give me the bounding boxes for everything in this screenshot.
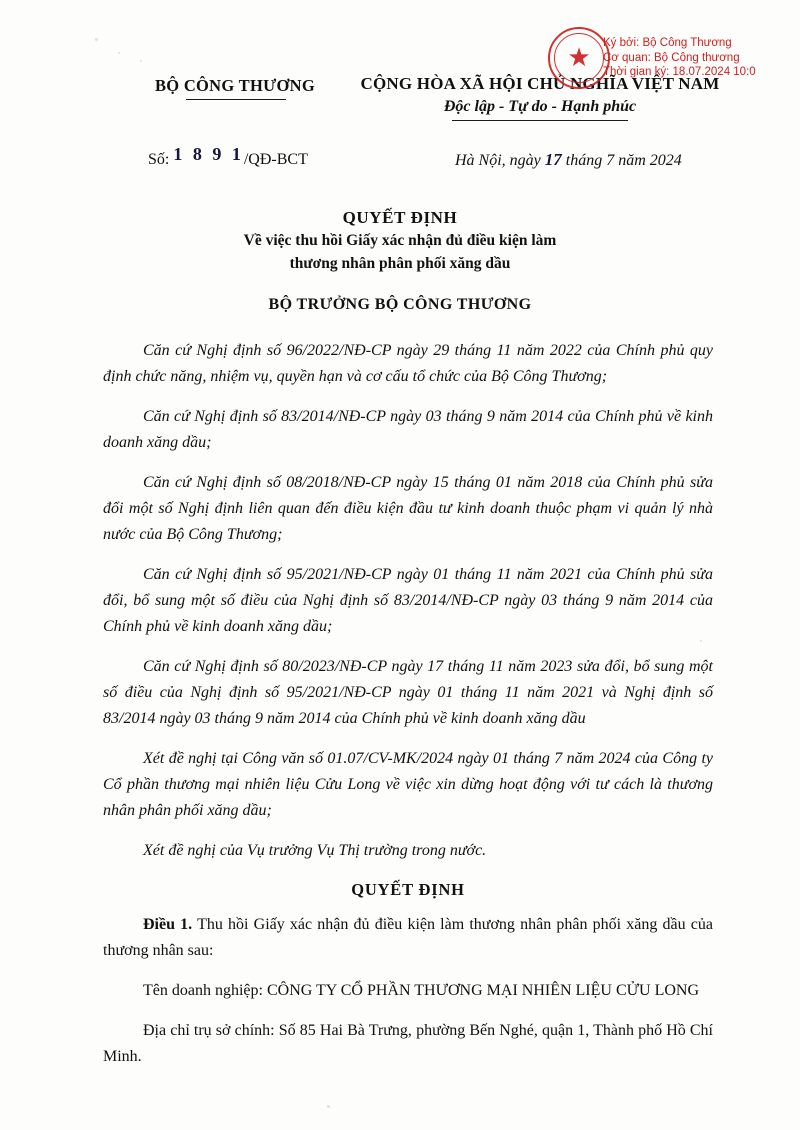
document-number-handwritten: 1 8 9 1 <box>173 144 244 164</box>
preamble-paragraph: Căn cứ Nghị định số 95/2021/NĐ-CP ngày 01 tháng 11 năm 2021 của Chính phủ sửa đổi, bổ sung một số điều của Nghị định số 83/2014/NĐ-CP ngày 03 tháng 9 năm 2014 của Chính phủ về kinh doanh xăng dầu; <box>103 566 713 635</box>
article-1 <box>103 912 713 964</box>
digital-signature-block <box>603 36 756 80</box>
enterprise-name: Tên doanh nghiệp: CÔNG TY CỔ PHẦN THƯƠNG MẠI NHIÊN LIỆU CỬU LONG <box>143 982 700 999</box>
document-title: QUYẾT ĐỊNH <box>342 208 458 227</box>
document-date-line <box>455 150 682 170</box>
decide-heading: QUYẾT ĐỊNH <box>351 880 465 899</box>
signature-agency: Cơ quan: Bộ Công thương <box>603 51 740 64</box>
document-subtitle-line-1: Về việc thu hồi Giấy xác nhận đủ điều kiện làm <box>243 232 557 249</box>
preamble-paragraph: Xét đề nghị của Vụ trưởng Vụ Thị trường trong nước. <box>143 842 487 859</box>
article-1-text: Thu hồi Giấy xác nhận đủ điều kiện làm thương nhân phân phối xăng dầu của thương nhân sau: <box>103 916 714 959</box>
preamble-paragraph: Xét đề nghị tại Công văn số 01.07/CV-MK/2024 ngày 01 tháng 7 năm 2024 của Công ty Cổ phần thương mại nhiên liệu Cửu Long về việc xin dừng hoạt động với tư cách là thương nhân phân phối xăng dầu; <box>103 750 713 819</box>
date-prefix: Hà Nội, ngày <box>455 152 541 169</box>
document-number-line <box>148 144 308 169</box>
document-number-suffix: /QĐ-BCT <box>243 151 308 168</box>
preamble-paragraph: Căn cứ Nghị định số 80/2023/NĐ-CP ngày 17 tháng 11 năm 2023 sửa đổi, bổ sung một số điều của Nghị định số 95/2021/NĐ-CP ngày 01 tháng 11 năm 2021 và Nghị định số 83/2014 ngày 03 tháng 9 năm 2014 của Chính phủ về kinh doanh xăng dầu <box>103 658 713 727</box>
document-number-prefix: Số: <box>148 151 170 168</box>
scan-speckle <box>140 60 142 62</box>
title-block <box>0 208 800 274</box>
enterprise-address: Địa chỉ trụ sở chính: Số 85 Hai Bà Trưng, phường Bến Nghé, quận 1, Thành phố Hồ Chí Minh. <box>103 1022 713 1065</box>
national-title: CỘNG HÒA XÃ HỘI CHỦ NGHĨA VIỆT NAM <box>360 74 720 93</box>
article-1-label: Điều 1. <box>143 916 193 933</box>
issuer-title: BỘ TRƯỞNG BỘ CÔNG THƯƠNG <box>268 296 532 313</box>
date-day-handwritten: 17 <box>544 150 562 169</box>
organization-underline <box>186 99 286 100</box>
signature-time: Thời gian ký: 18.07.2024 10:0 <box>603 66 756 78</box>
motto-underline <box>452 120 628 121</box>
national-motto: Độc lập - Tự do - Hạnh phúc <box>443 98 637 115</box>
scan-speckle <box>327 1105 330 1108</box>
issuing-organization: BỘ CÔNG THƯƠNG <box>154 76 316 95</box>
national-emblem-star-icon <box>548 27 610 89</box>
preamble-paragraph: Căn cứ Nghị định số 83/2014/NĐ-CP ngày 03 tháng 9 năm 2014 của Chính phủ về kinh doanh xăng dầu; <box>103 408 713 451</box>
preamble-paragraph: Căn cứ Nghị định số 08/2018/NĐ-CP ngày 15 tháng 01 năm 2018 của Chính phủ sửa đổi một số Nghị định liên quan đến điều kiện đầu tư kinh doanh thuộc phạm vi quản lý nhà nước của Bộ Công Thương; <box>103 474 713 543</box>
document-body <box>103 338 713 1084</box>
preamble-paragraph: Căn cứ Nghị định số 96/2022/NĐ-CP ngày 29 tháng 11 năm 2022 của Chính phủ quy định chức năng, nhiệm vụ, quyền hạn và cơ cấu tổ chức của Bộ Công Thương; <box>103 342 713 385</box>
star-glyph: ★ <box>567 43 591 72</box>
scan-speckle <box>118 52 120 54</box>
date-suffix: tháng 7 năm 2024 <box>565 152 682 169</box>
scan-speckle <box>95 38 98 41</box>
document-subtitle-line-2: thương nhân phân phối xăng dầu <box>289 255 511 272</box>
signature-signed-by: Ký bởi: Bộ Công Thương <box>603 37 732 49</box>
